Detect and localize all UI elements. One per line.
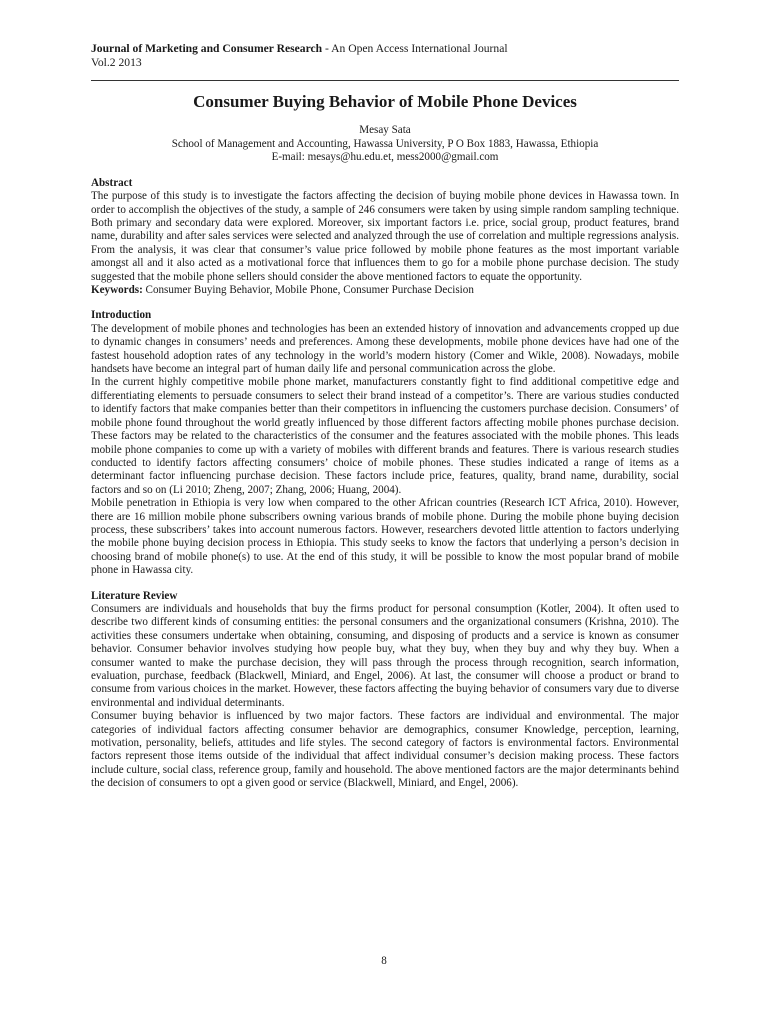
- author-email: E-mail: mesays@hu.edu.et, mess2000@gmail.com: [271, 151, 499, 164]
- paper-title: Consumer Buying Behavior of Mobile Phone Devices: [193, 92, 577, 111]
- volume-line: Vol.2 2013: [91, 56, 142, 69]
- keywords-label: Keywords:: [91, 284, 143, 297]
- journal-header: [91, 42, 679, 56]
- author-affiliation: School of Management and Accounting, Hawassa University, P O Box 1883, Hawassa, Ethiopia: [171, 137, 599, 150]
- abstract-text: The purpose of this study is to investigate the factors affecting the decision of buying mobile phone devices in Hawassa town. In order to accomplish the objectives of the study, a sample of 246 consumers were taken by using simple random sampling technique. Both primary and secondary data were explored. Moreover, six important factors i.e. price, social group, product features, brand name, durability and after sales services were selected and analyzed through the use of correlation and multiple regressions analysis. From the analysis, it was clear that consumer’s value price followed by mobile phone features as the most important variable amongst all and it also acted as a motivational force that influences them to go for a mobile phone purchase decision. The study suggested that the mobile phone sellers should consider the above mentioned factors to equate the opportunity.: [91, 190, 679, 283]
- literature-paragraph: Consumers are individuals and households that buy the firms product for personal consumption (Kotler, 2004). It often used to describe two different kinds of consuming entities: the personal consumers and the organizational consumers (Krishna, 2010). The activities these consumers undertake when obtaining, consuming, and disposing of products and a service is known as consumer behavior. Consumer behavior involves studying how people buy, what they buy, when they buy and why they buy. When a consumer wanted to make the purchase decision, they will pass through the process through recognition, search information, evaluation, purchase, feedback (Blackwell, Miniard, and Engel, 2006). At last, the consumer will choose a product or brand to consume from various choices in the market. However, these factors affecting the buying behavior of consumers vary due to diverse environmental and individual determinants.: [91, 602, 679, 709]
- journal-name: Journal of Marketing and Consumer Research: [91, 42, 323, 55]
- page-number: 8: [381, 955, 387, 967]
- paper-page: [91, 42, 679, 791]
- journal-subtitle: - An Open Access International Journal: [322, 42, 508, 55]
- introduction-paragraph: The development of mobile phones and technologies has been an extended history of innovation and advancements cropped up due to dynamic changes in consumers’ needs and preferences. Among these developments, mobile phone devices have had one of the fastest household adoption rates of any technology in the world’s modern history (Comer and Wikle, 2008). Nowadays, mobile handsets have become an integral part of human daily life and personal communication across the globe.: [91, 322, 679, 376]
- abstract-heading: Abstract: [91, 176, 133, 189]
- literature-review-heading: Literature Review: [91, 589, 178, 602]
- keywords-line: [91, 284, 679, 297]
- introduction-paragraph: In the current highly competitive mobile phone market, manufacturers constantly fight to find additional competitive edge and differentiating elements to persuade consumers to select their brand instead of a competitor’s. There are various studies conducted to identify factors that make companies better than their competitors in influencing the customers purchase decision. Consumers’ of mobile phone found throughout the world greatly influenced by those different factors affecting mobile phones purchase decision. These factors may be related to the characteristics of the consumer and the features associated with the mobile phones. This leads mobile phone companies to come up with a variety of mobiles with different brands and features. There is various research studies conducted to identify factors affecting consumers’ choice of mobile phones. These studies indicated a range of items as a determinant factor influencing purchase decision. These factors include price, features, quality, brand name, durability, social factors and so on (Li 2010; Zheng, 2007; Zhang, 2006; Huang, 2004).: [91, 376, 679, 496]
- literature-paragraph: Consumer buying behavior is influenced by two major factors. These factors are individual and environmental. The major categories of individual factors affecting consumer behavior are demographics, consumer Knowledge, perception, learning, motivation, personality, beliefs, attitudes and life styles. The second category of factors is environmental factors. Environmental factors represent those items outside of the individual that affect individual consumer’s decision making process. These factors include culture, social class, reference group, family and household. The above mentioned factors are the major determinants behind the decision of consumers to opt a given good or service (Blackwell, Miniard, and Engel, 2006).: [91, 710, 679, 790]
- introduction-paragraph: Mobile penetration in Ethiopia is very low when compared to the other African countries (Research ICT Africa, 2010). However, there are 16 million mobile phone subscribers owning various brands of mobile phone. During the mobile phone buying decision process, these subscribers’ takes into account numerous factors. However, researchers devoted little attention to factors underlying the mobile phone buying decision process in Ethiopia. This study seeks to know the factors that underlying a person’s decision in choosing brand of mobile phone(s) to use. At the end of this study, it will be possible to know the most popular brand of mobile phone in Hawassa city.: [91, 497, 679, 577]
- introduction-heading: Introduction: [91, 309, 152, 322]
- author-name: Mesay Sata: [359, 124, 411, 136]
- keywords-text: Consumer Buying Behavior, Mobile Phone, Consumer Purchase Decision: [142, 284, 474, 297]
- header-rule: [91, 80, 679, 81]
- author-block: [91, 124, 679, 165]
